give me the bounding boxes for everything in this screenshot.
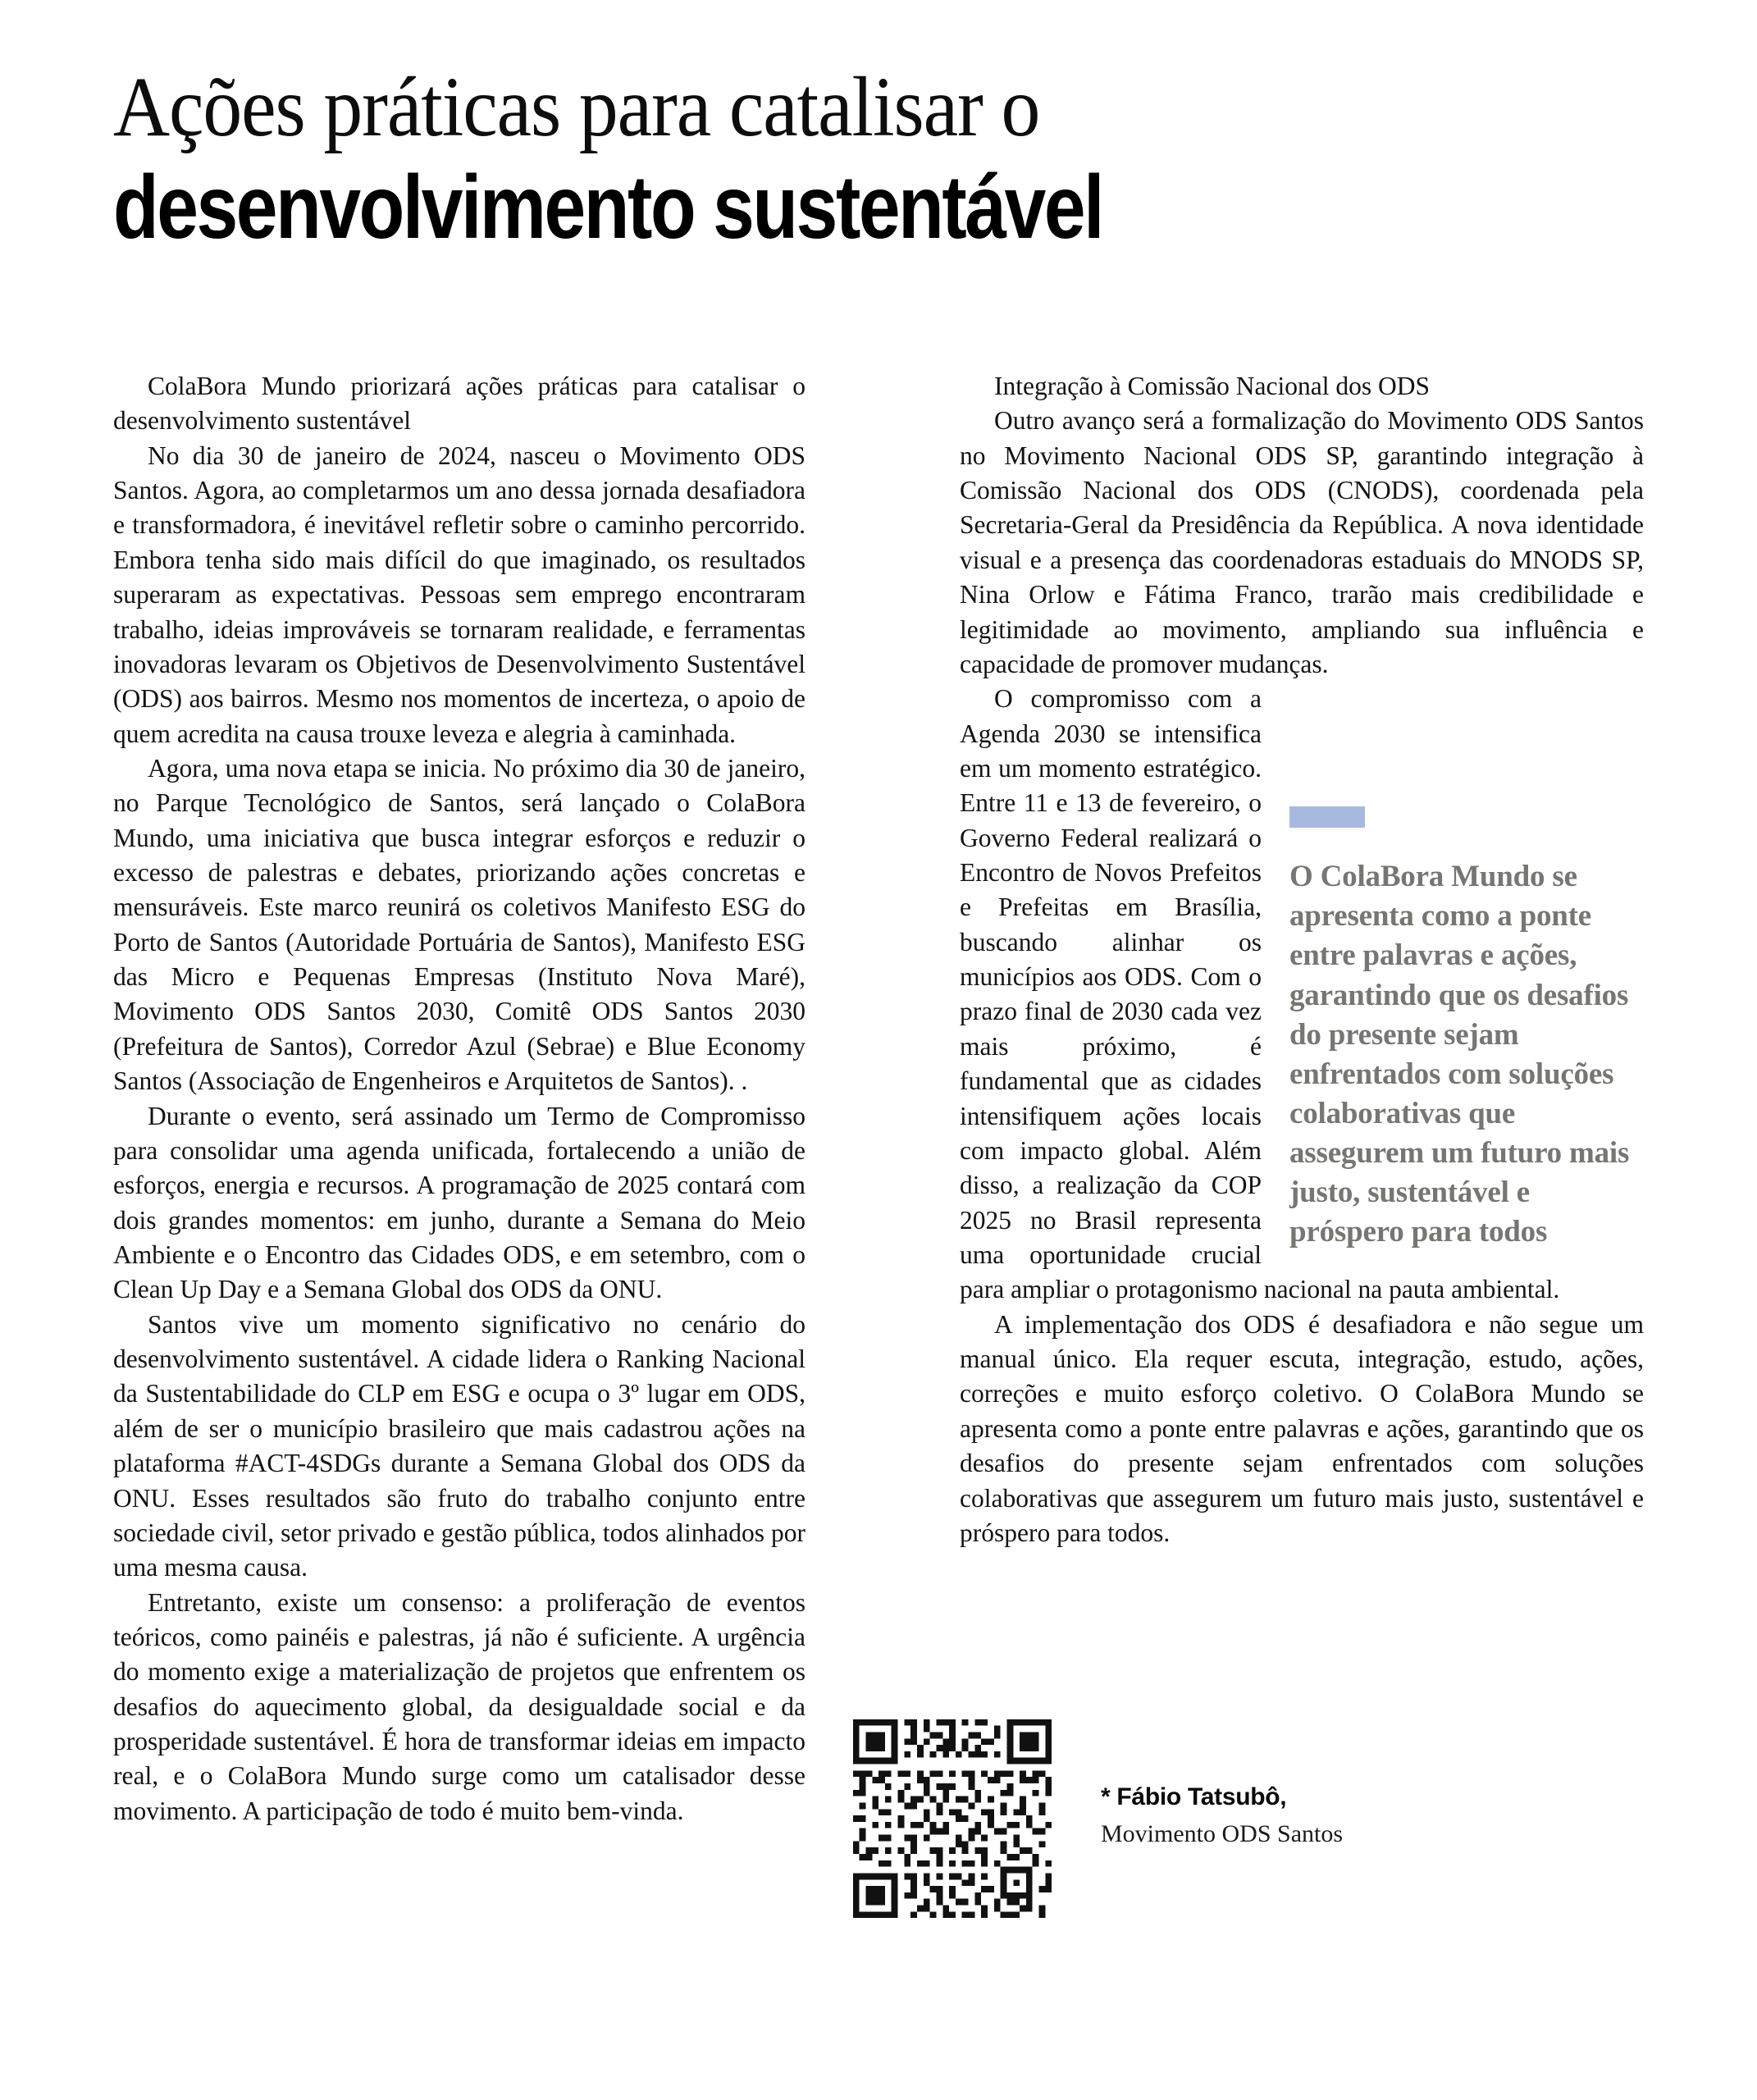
pull-quote <box>1289 806 1644 1252</box>
left-column <box>113 369 805 1828</box>
article-footer <box>847 1713 1568 1924</box>
headline-line-1: Ações práticas para catalisar o <box>113 60 1040 154</box>
paragraph: Outro avanço será a formalização do Movimento ODS Santos no Movimento Nacional ODS SP, garantindo integração à Comissão Nacional dos ODS (CNODS), coordenada pela Secretaria-Geral da Presidência da República. A nova identidade visual e a presença das coordenadoras estaduais do MNODS SP, Nina Orlow e Fátima Franco, trarão mais credibilidade e legitimidade ao movimento, ampliando sua influência e capacidade de promover mudanças. <box>960 406 1644 678</box>
paragraph: Durante o evento, será assinado um Termo de Compromisso para consolidar uma agenda unificada, fortalecendo a união de esforços, energia e recursos. A programação de 2025 contará com dois grandes momentos: em junho, durante a Semana do Meio Ambiente e o Encontro das Cidades ODS, e em setembro, com o Clean Up Day e a Semana Global dos ODS da ONU. <box>113 1101 805 1304</box>
paragraph: O compromisso com a Agenda 2030 se intensifica em um momento estratégico. Entre 11 e 13 de fevereiro, o Governo Federal realizará o Encontro de Novos Prefeitos e Prefeitas em Brasília, buscando alinhar os municípios aos ODS. Com o prazo final de 2030 cada vez mais próximo, é fundamental que as cidades intensifiquem ações locais com impacto global. Além disso, a realização da COP 2025 no Brasil representa uma oportunidade crucial para ampliar o protagonismo nacional na pauta ambiental. <box>960 684 1560 1304</box>
right-column-wrap <box>960 682 1644 1550</box>
author-name: * Fábio Tatsubô, <box>1101 1783 1287 1810</box>
headline-line-2: desenvolvimento sustentável <box>113 156 1103 258</box>
pull-quote-text: O ColaBora Mundo se apresenta como a ponte entre palavras e ações, garantindo que os desafios do presente sejam enfrentados com soluções colaborativas que assegurem um futuro mais justo, sustentável e próspero para todos <box>1289 860 1630 1249</box>
page-title <box>113 60 1655 258</box>
paragraph: ColaBora Mundo priorizará ações práticas para catalisar o desenvolvimento sustentável <box>113 372 805 436</box>
byline <box>1101 1713 1343 1850</box>
right-column <box>960 369 1644 1550</box>
paragraph: Entretanto, existe um consenso: a proliferação de eventos teóricos, como painéis e palestras, já não é suficiente. A urgência do momento exige a materialização de projetos que enfrentem os desafios do aquecimento global, da desigualdade social e da prosperidade sustentável. É hora de transformar ideias em impacto real, e o ColaBora Mundo surge como um catalisador desse movimento. A participação de todo é muito bem-vinda. <box>113 1587 805 1825</box>
paragraph: No dia 30 de janeiro de 2024, nasceu o Movimento ODS Santos. Agora, ao completarmos um ano dessa jornada desafiadora e transformadora, é inevitável refletir sobre o caminho percorrido. Embora tenha sido mais difícil do que imaginado, os resultados superaram as expectativas. Pessoas sem emprego encontraram trabalho, ideias improváveis se tornaram realidade, e ferramentas inovadoras levaram os Objetivos de Desenvolvimento Sustentável (ODS) aos bairros. Mesmo nos momentos de incerteza, o apoio de quem acredita na causa trouxe leveza e alegria à caminhada. <box>113 441 805 748</box>
paragraph: Integração à Comissão Nacional dos ODS <box>994 372 1430 400</box>
right-column-top <box>960 369 1644 682</box>
paragraph: Agora, uma nova etapa se inicia. No próximo dia 30 de janeiro, no Parque Tecnológico de Santos, será lançado o ColaBora Mundo, uma iniciativa que busca integrar esforços e reduzir o excesso de palestras e debates, priorizando ações concretas e mensuráveis. Este marco reunirá os coletivos Manifesto ESG do Porto de Santos (Autoridade Portuária de Santos), Manifesto ESG das Micro e Pequenas Empresas (Instituto Nova Maré), Movimento ODS Santos 2030, Comitê ODS Santos 2030 (Prefeitura de Santos), Corredor Azul (Sebrae) e Blue Economy Santos (Associação de Engenheiros e Arquitetos de Santos). . <box>113 753 805 1096</box>
paragraph: A implementação dos ODS é desafiadora e não segue um manual único. Ela requer escuta, integração, estudo, ações, correções e muito esforço coletivo. O ColaBora Mundo se apresenta como a ponte entre palavras e ações, garantindo que os desafios do presente sejam enfrentados com soluções colaborativas que assegurem um futuro mais justo, sustentável e próspero para todos. <box>960 1309 1644 1547</box>
paragraph: Santos vive um momento significativo no cenário do desenvolvimento sustentável. A cidade lidera o Ranking Nacional da Sustentabilidade do CLP em ESG e ocupa o 3º lugar em ODS, além de ser o município brasileiro que mais cadastrou ações na plataforma #ACT-4SDGs durante a Semana Global dos ODS da ONU. Esses resultados são fruto do trabalho conjunto entre sociedade civil, setor privado e gestão pública, todos alinhados por uma mesma causa. <box>113 1309 805 1582</box>
author-organization: Movimento ODS Santos <box>1101 1819 1344 1847</box>
accent-bar <box>1289 806 1365 828</box>
qr-code-icon[interactable] <box>847 1713 1058 1924</box>
